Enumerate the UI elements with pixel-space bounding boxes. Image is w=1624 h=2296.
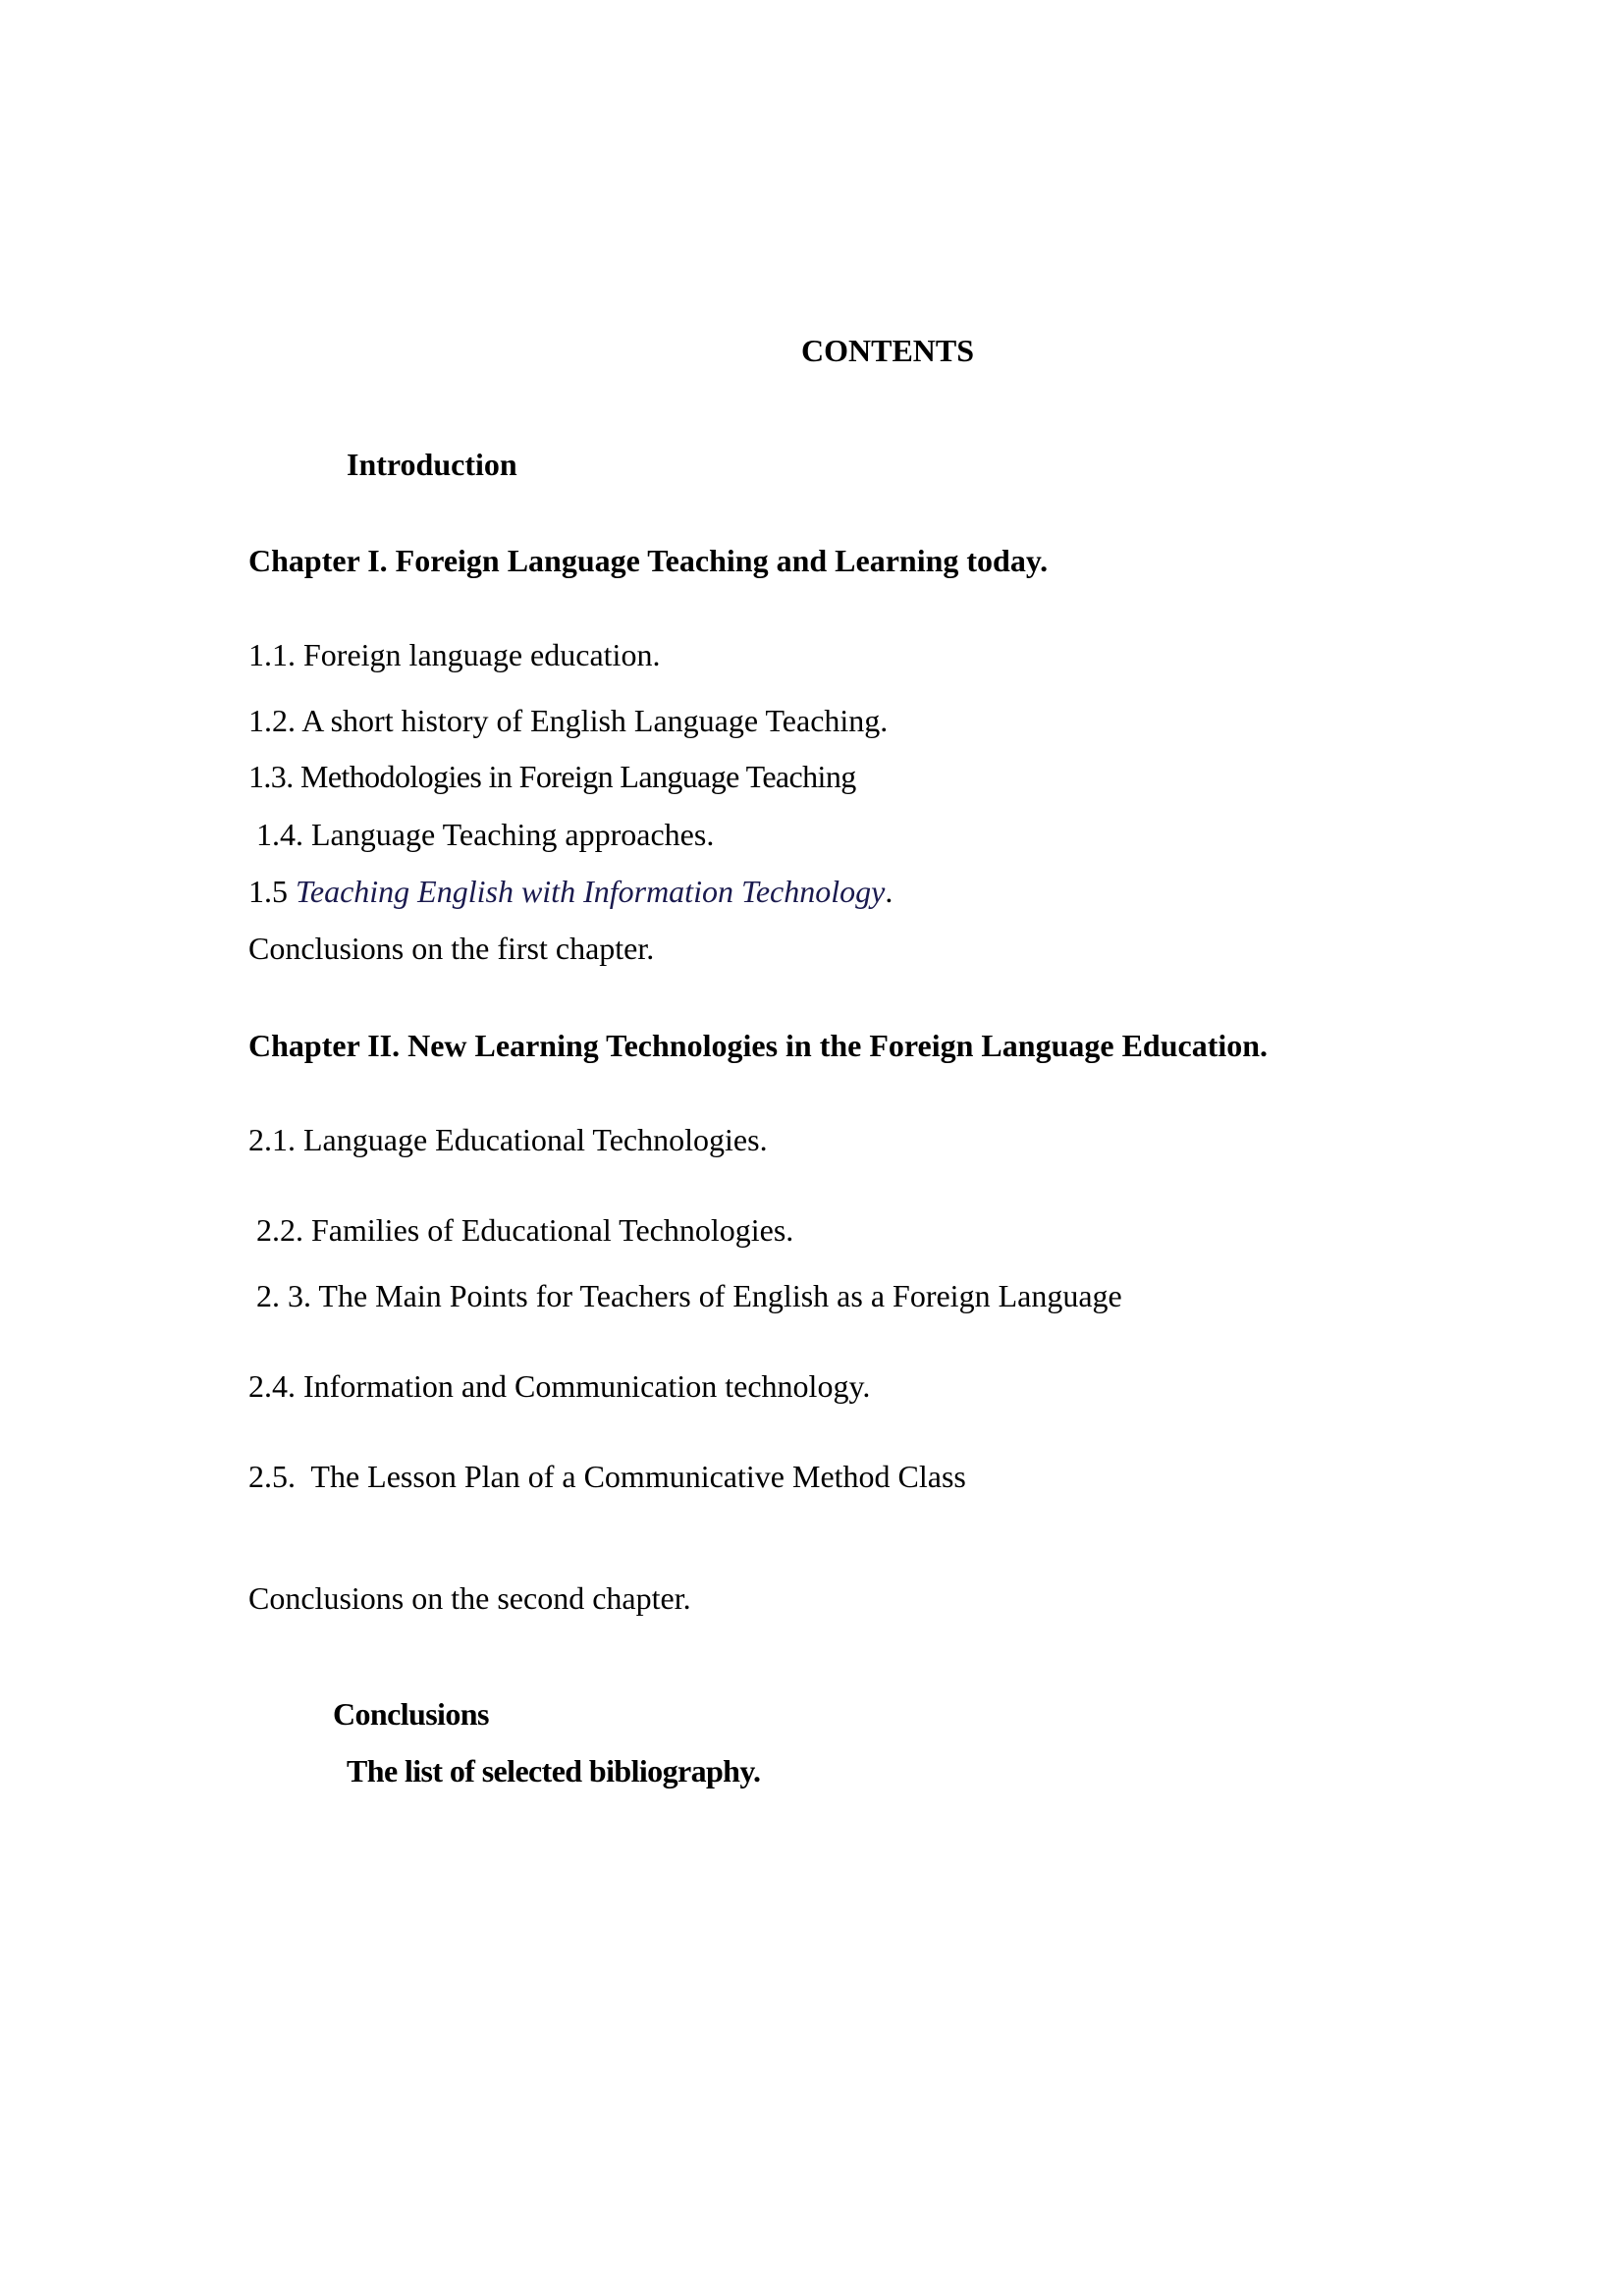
toc-item-1-4: 1.4. Language Teaching approaches. xyxy=(248,817,715,852)
toc-item-2-5: 2.5. The Lesson Plan of a Communicative Method Class xyxy=(248,1459,966,1494)
toc-item-1-3: 1.3. Methodologies in Foreign Language Teaching xyxy=(248,759,856,794)
toc-item-2-1: 2.1. Language Educational Technologies. xyxy=(248,1122,768,1157)
toc-chapter-2-conclusion: Conclusions on the second chapter. xyxy=(248,1580,691,1616)
toc-item-1-1: 1.1. Foreign language education. xyxy=(248,637,661,672)
toc-item-2-3: 2. 3. The Main Points for Teachers of English as a Foreign Language xyxy=(248,1278,1122,1313)
toc-item-1-5-title: Teaching English with Information Technology xyxy=(296,874,886,909)
toc-item-1-2: 1.2. A short history of English Language Teaching. xyxy=(248,703,889,738)
toc-item-1-5-number: 1.5 xyxy=(248,874,296,909)
page-title: CONTENTS xyxy=(801,333,975,368)
toc-item-1-5-suffix: . xyxy=(885,874,893,909)
toc-conclusions: Conclusions xyxy=(333,1696,489,1732)
toc-chapter-1-heading: Chapter I. Foreign Language Teaching and Learning today. xyxy=(248,543,1049,578)
toc-item-2-2: 2.2. Families of Educational Technologies. xyxy=(248,1212,794,1248)
toc-introduction: Introduction xyxy=(347,447,517,482)
toc-chapter-2-heading: Chapter II. New Learning Technologies in the Foreign Language Education. xyxy=(248,1028,1269,1063)
toc-item-1-5 xyxy=(248,872,893,911)
toc-chapter-1-conclusion: Conclusions on the first chapter. xyxy=(248,931,655,966)
toc-bibliography: The list of selected bibliography. xyxy=(347,1753,761,1789)
toc-item-2-4: 2.4. Information and Communication technology. xyxy=(248,1368,871,1404)
